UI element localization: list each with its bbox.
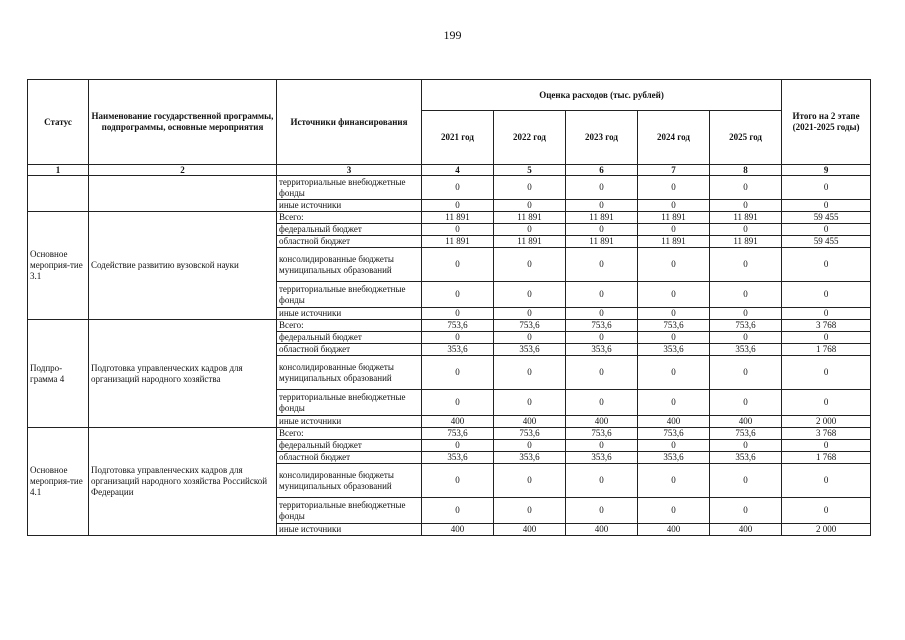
value-cell: 0 [782, 308, 871, 320]
value-cell: 1 768 [782, 344, 871, 356]
value-cell: 400 [422, 524, 494, 536]
header-sources: Источники финансирования [277, 80, 422, 165]
value-cell: 11 891 [494, 212, 566, 224]
status-cell: Основное мероприя-тие 4.1 [28, 428, 89, 536]
column-number: 8 [710, 165, 782, 176]
value-cell: 400 [422, 416, 494, 428]
table-row [28, 320, 871, 332]
value-cell: 0 [494, 332, 566, 344]
value-cell: 0 [422, 440, 494, 452]
budget-table [27, 79, 871, 536]
value-cell: 0 [638, 200, 710, 212]
column-number-row [28, 165, 871, 176]
name-cell: Содействие развитию вузовской науки [89, 212, 277, 320]
value-cell: 353,6 [710, 344, 782, 356]
value-cell: 353,6 [494, 344, 566, 356]
value-cell: 0 [566, 464, 638, 498]
value-cell: 2 000 [782, 524, 871, 536]
value-cell: 753,6 [566, 428, 638, 440]
header-status: Статус [28, 80, 89, 165]
value-cell: 0 [566, 224, 638, 236]
value-cell: 0 [782, 332, 871, 344]
value-cell: 0 [638, 248, 710, 282]
status-cell: Подпро-грамма 4 [28, 320, 89, 428]
value-cell: 0 [494, 200, 566, 212]
table-row [28, 212, 871, 224]
header-year: 2025 год [710, 111, 782, 165]
value-cell: 0 [494, 224, 566, 236]
value-cell: 400 [494, 524, 566, 536]
value-cell: 0 [638, 176, 710, 200]
source-cell: иные источники [277, 308, 422, 320]
value-cell: 0 [494, 464, 566, 498]
value-cell: 400 [566, 524, 638, 536]
value-cell: 11 891 [638, 236, 710, 248]
value-cell: 0 [422, 282, 494, 308]
column-number: 7 [638, 165, 710, 176]
value-cell: 0 [782, 248, 871, 282]
value-cell: 353,6 [638, 344, 710, 356]
value-cell: 0 [710, 464, 782, 498]
value-cell: 753,6 [422, 428, 494, 440]
value-cell: 0 [566, 200, 638, 212]
value-cell: 0 [638, 390, 710, 416]
column-number: 3 [277, 165, 422, 176]
value-cell: 0 [782, 440, 871, 452]
source-cell: федеральный бюджет [277, 224, 422, 236]
value-cell: 0 [566, 356, 638, 390]
value-cell: 353,6 [422, 344, 494, 356]
header-estimate: Оценка расходов (тыс. рублей) [422, 80, 782, 111]
column-number: 5 [494, 165, 566, 176]
column-number: 9 [782, 165, 871, 176]
value-cell: 753,6 [638, 320, 710, 332]
value-cell: 400 [638, 524, 710, 536]
value-cell: 400 [566, 416, 638, 428]
source-cell: консолидированные бюджеты муниципальных образований [277, 356, 422, 390]
page-number: 199 [443, 28, 462, 42]
name-cell: Подготовка управленческих кадров для организаций народного хозяйства [89, 320, 277, 428]
column-number: 1 [28, 165, 89, 176]
value-cell: 400 [710, 524, 782, 536]
header-total: Итого на 2 этапе (2021-2025 годы) [782, 80, 871, 165]
value-cell: 0 [710, 248, 782, 282]
value-cell: 11 891 [422, 236, 494, 248]
source-cell: областной бюджет [277, 452, 422, 464]
value-cell: 0 [638, 282, 710, 308]
value-cell: 0 [710, 200, 782, 212]
value-cell: 353,6 [638, 452, 710, 464]
value-cell: 0 [782, 390, 871, 416]
value-cell: 0 [422, 248, 494, 282]
value-cell: 753,6 [710, 428, 782, 440]
value-cell: 0 [710, 308, 782, 320]
value-cell: 11 891 [710, 236, 782, 248]
value-cell: 0 [710, 332, 782, 344]
value-cell: 0 [782, 224, 871, 236]
table-row [28, 176, 871, 200]
value-cell: 0 [422, 464, 494, 498]
source-cell: Всего: [277, 428, 422, 440]
value-cell: 0 [782, 464, 871, 498]
value-cell: 0 [566, 390, 638, 416]
value-cell: 2 000 [782, 416, 871, 428]
value-cell: 0 [494, 498, 566, 524]
source-cell: иные источники [277, 524, 422, 536]
value-cell: 3 768 [782, 428, 871, 440]
value-cell: 0 [422, 200, 494, 212]
value-cell: 353,6 [566, 344, 638, 356]
value-cell: 0 [782, 356, 871, 390]
value-cell: 11 891 [638, 212, 710, 224]
value-cell: 0 [494, 356, 566, 390]
name-cell [89, 176, 277, 212]
value-cell: 0 [566, 176, 638, 200]
name-cell: Подготовка управленческих кадров для организаций народного хозяйства Российской Федерации [89, 428, 277, 536]
value-cell: 753,6 [494, 320, 566, 332]
value-cell: 11 891 [422, 212, 494, 224]
value-cell: 0 [566, 440, 638, 452]
source-cell: консолидированные бюджеты муниципальных образований [277, 464, 422, 498]
value-cell: 0 [638, 224, 710, 236]
source-cell: территориальные внебюджетные фонды [277, 282, 422, 308]
source-cell: территориальные внебюджетные фонды [277, 498, 422, 524]
value-cell: 753,6 [638, 428, 710, 440]
value-cell: 0 [782, 176, 871, 200]
header-year: 2023 год [566, 111, 638, 165]
source-cell: территориальные внебюджетные фонды [277, 390, 422, 416]
value-cell: 59 455 [782, 212, 871, 224]
value-cell: 0 [710, 440, 782, 452]
source-cell: иные источники [277, 200, 422, 212]
value-cell: 400 [710, 416, 782, 428]
column-number: 6 [566, 165, 638, 176]
value-cell: 0 [782, 282, 871, 308]
value-cell: 0 [422, 224, 494, 236]
value-cell: 0 [494, 440, 566, 452]
value-cell: 0 [494, 308, 566, 320]
status-cell [28, 176, 89, 212]
value-cell: 0 [710, 356, 782, 390]
value-cell: 0 [422, 176, 494, 200]
column-number: 4 [422, 165, 494, 176]
source-cell: иные источники [277, 416, 422, 428]
source-cell: Всего: [277, 212, 422, 224]
source-cell: консолидированные бюджеты муниципальных образований [277, 248, 422, 282]
value-cell: 0 [494, 390, 566, 416]
value-cell: 0 [710, 176, 782, 200]
value-cell: 0 [422, 498, 494, 524]
value-cell: 1 768 [782, 452, 871, 464]
value-cell: 0 [566, 282, 638, 308]
value-cell: 753,6 [494, 428, 566, 440]
value-cell: 0 [494, 248, 566, 282]
source-cell: областной бюджет [277, 236, 422, 248]
value-cell: 11 891 [566, 236, 638, 248]
value-cell: 0 [566, 308, 638, 320]
value-cell: 353,6 [494, 452, 566, 464]
value-cell: 353,6 [710, 452, 782, 464]
value-cell: 0 [638, 440, 710, 452]
status-cell: Основное мероприя-тие 3.1 [28, 212, 89, 320]
header-name: Наименование государственной программы, подпрограммы, основные мероприятия [89, 80, 277, 165]
value-cell: 0 [422, 390, 494, 416]
value-cell: 0 [638, 308, 710, 320]
value-cell: 0 [422, 356, 494, 390]
value-cell: 0 [422, 332, 494, 344]
source-cell: федеральный бюджет [277, 332, 422, 344]
source-cell: областной бюджет [277, 344, 422, 356]
value-cell: 0 [782, 200, 871, 212]
value-cell: 0 [566, 248, 638, 282]
value-cell: 0 [422, 308, 494, 320]
value-cell: 753,6 [710, 320, 782, 332]
header-year: 2022 год [494, 111, 566, 165]
header-year: 2021 год [422, 111, 494, 165]
value-cell: 0 [782, 498, 871, 524]
source-cell: территориальные внебюджетные фонды [277, 176, 422, 200]
value-cell: 400 [638, 416, 710, 428]
value-cell: 753,6 [422, 320, 494, 332]
value-cell: 0 [638, 498, 710, 524]
value-cell: 0 [710, 224, 782, 236]
source-cell: федеральный бюджет [277, 440, 422, 452]
column-number: 2 [89, 165, 277, 176]
value-cell: 3 768 [782, 320, 871, 332]
value-cell: 353,6 [422, 452, 494, 464]
value-cell: 11 891 [710, 212, 782, 224]
value-cell: 59 455 [782, 236, 871, 248]
value-cell: 0 [494, 282, 566, 308]
value-cell: 0 [638, 356, 710, 390]
value-cell: 0 [710, 282, 782, 308]
value-cell: 400 [494, 416, 566, 428]
value-cell: 0 [638, 332, 710, 344]
value-cell: 0 [494, 176, 566, 200]
value-cell: 11 891 [494, 236, 566, 248]
value-cell: 0 [566, 498, 638, 524]
header-year: 2024 год [638, 111, 710, 165]
value-cell: 11 891 [566, 212, 638, 224]
table-row [28, 428, 871, 440]
value-cell: 353,6 [566, 452, 638, 464]
value-cell: 0 [566, 332, 638, 344]
value-cell: 0 [638, 464, 710, 498]
value-cell: 0 [710, 390, 782, 416]
value-cell: 0 [710, 498, 782, 524]
source-cell: Всего: [277, 320, 422, 332]
value-cell: 753,6 [566, 320, 638, 332]
